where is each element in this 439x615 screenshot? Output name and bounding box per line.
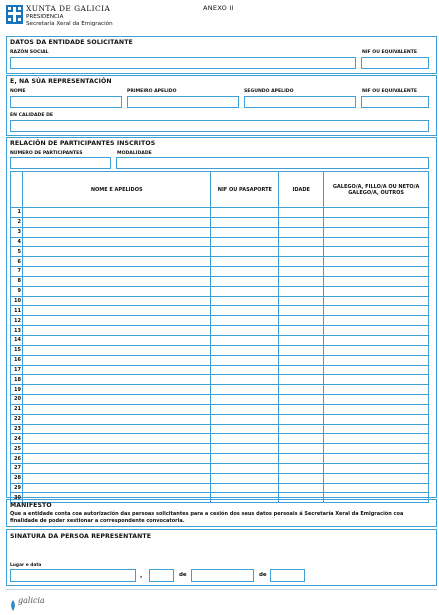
row-origin-cell[interactable] — [324, 355, 429, 365]
row-origin-cell[interactable] — [324, 208, 429, 218]
nome-field[interactable] — [10, 96, 122, 108]
row-idade-cell[interactable] — [279, 395, 324, 405]
row-origin-cell[interactable] — [324, 286, 429, 296]
row-nome-cell[interactable] — [22, 237, 210, 247]
table-row — [11, 444, 429, 454]
row-idade-cell[interactable] — [279, 257, 324, 267]
row-nome-cell[interactable] — [22, 267, 210, 277]
row-nome-cell[interactable] — [22, 355, 210, 365]
row-number: 28 — [11, 473, 23, 483]
date-comma: , — [140, 572, 143, 579]
row-origin-cell[interactable] — [324, 365, 429, 375]
row-nif-cell[interactable] — [211, 257, 279, 267]
row-nome-cell[interactable] — [22, 326, 210, 336]
day-field[interactable] — [149, 569, 174, 582]
row-nif-cell[interactable] — [211, 434, 279, 444]
row-idade-cell[interactable] — [279, 237, 324, 247]
table-row — [11, 434, 429, 444]
row-number: 15 — [11, 345, 23, 355]
row-origin-cell[interactable] — [324, 385, 429, 395]
participants-title: RELACIÓN DE PARTICIPANTES INSCRITOS — [10, 140, 156, 147]
row-idade-cell[interactable] — [279, 463, 324, 473]
row-nif-cell[interactable] — [211, 296, 279, 306]
table-row — [11, 454, 429, 464]
table-header-idade: IDADE — [279, 172, 324, 208]
table-row — [11, 365, 429, 375]
row-nome-cell[interactable] — [22, 247, 210, 257]
row-nome-cell[interactable] — [22, 306, 210, 316]
row-idade-cell[interactable] — [279, 355, 324, 365]
razon-social-field[interactable] — [10, 57, 356, 69]
segundo-apelido-label: SEGUNDO APELIDO — [244, 89, 294, 94]
row-origin-cell[interactable] — [324, 306, 429, 316]
table-row — [11, 473, 429, 483]
row-number: 6 — [11, 257, 23, 267]
row-nome-cell[interactable] — [22, 473, 210, 483]
table-row — [11, 404, 429, 414]
row-nome-cell[interactable] — [22, 483, 210, 493]
table-row — [11, 463, 429, 473]
row-number: 4 — [11, 237, 23, 247]
row-number: 25 — [11, 444, 23, 454]
manifest-title: MANIFESTO — [10, 502, 52, 509]
row-origin-cell[interactable] — [324, 276, 429, 286]
row-origin-cell[interactable] — [324, 463, 429, 473]
table-row — [11, 237, 429, 247]
row-nome-cell[interactable] — [22, 296, 210, 306]
row-nome-cell[interactable] — [22, 404, 210, 414]
row-number: 27 — [11, 463, 23, 473]
month-field[interactable] — [191, 569, 254, 582]
department: PRESIDENCIA — [26, 14, 64, 20]
applicant-title: DATOS DA ENTIDADE SOLICITANTE — [10, 39, 133, 46]
representative-title: E, NA SÚA REPRESENTACIÓN — [10, 78, 112, 85]
row-origin-cell[interactable] — [324, 395, 429, 405]
row-idade-cell[interactable] — [279, 227, 324, 237]
representative-nif-field[interactable] — [361, 96, 429, 108]
row-origin-cell[interactable] — [324, 326, 429, 336]
table-row — [11, 247, 429, 257]
row-origin-cell[interactable] — [324, 247, 429, 257]
row-idade-cell[interactable] — [279, 296, 324, 306]
table-header-cell-number — [11, 172, 23, 208]
row-nome-cell[interactable] — [22, 434, 210, 444]
row-idade-cell[interactable] — [279, 335, 324, 345]
row-number: 10 — [11, 296, 23, 306]
table-row — [11, 345, 429, 355]
row-number: 30 — [11, 493, 23, 503]
primeiro-apelido-label: PRIMEIRO APELIDO — [127, 89, 177, 94]
table-header-origin: GALEGO/A, FILLO/A OU NETO/A GALEGO/A, OUTROS — [324, 172, 429, 208]
row-nome-cell[interactable] — [22, 395, 210, 405]
row-number: 16 — [11, 355, 23, 365]
row-number: 21 — [11, 404, 23, 414]
row-idade-cell[interactable] — [279, 473, 324, 483]
table-row — [11, 424, 429, 434]
xunta-logo-icon — [6, 5, 23, 24]
row-number: 22 — [11, 414, 23, 424]
row-origin-cell[interactable] — [324, 424, 429, 434]
row-idade-cell[interactable] — [279, 385, 324, 395]
table-row — [11, 208, 429, 218]
row-idade-cell[interactable] — [279, 306, 324, 316]
row-nome-cell[interactable] — [22, 208, 210, 218]
table-row — [11, 286, 429, 296]
row-nif-cell[interactable] — [211, 237, 279, 247]
row-nome-cell[interactable] — [22, 365, 210, 375]
row-number: 8 — [11, 276, 23, 286]
row-nome-cell[interactable] — [22, 345, 210, 355]
row-number: 24 — [11, 434, 23, 444]
subdepartment: Secretaría Xeral da Emigración — [26, 21, 113, 27]
modality-field[interactable] — [116, 157, 429, 169]
row-idade-cell[interactable] — [279, 345, 324, 355]
table-row — [11, 385, 429, 395]
row-nome-cell[interactable] — [22, 444, 210, 454]
row-number: 13 — [11, 326, 23, 336]
row-nif-cell[interactable] — [211, 355, 279, 365]
modality-label: MODALIDADE — [117, 151, 152, 156]
row-nif-cell[interactable] — [211, 326, 279, 336]
table-row — [11, 483, 429, 493]
row-number: 1 — [11, 208, 23, 218]
place-field[interactable] — [10, 569, 136, 582]
row-nome-cell[interactable] — [22, 257, 210, 267]
manifest-text: Que a entidade conta coa autorización das persoas solicitantes para a cesión dos seus datos persoais á Secretaría Xeral da Emigración coa finalidade de poder xestionar a correspondente convocatoria. — [10, 511, 404, 524]
row-number: 2 — [11, 217, 23, 227]
row-idade-cell[interactable] — [279, 316, 324, 326]
row-nome-cell[interactable] — [22, 424, 210, 434]
row-nome-cell[interactable] — [22, 316, 210, 326]
row-nif-cell[interactable] — [211, 385, 279, 395]
row-nif-cell[interactable] — [211, 267, 279, 277]
row-number: 12 — [11, 316, 23, 326]
row-idade-cell[interactable] — [279, 247, 324, 257]
table-row — [11, 296, 429, 306]
row-nome-cell[interactable] — [22, 276, 210, 286]
galicia-brand: galicia — [18, 596, 45, 605]
row-nif-cell[interactable] — [211, 414, 279, 424]
row-nif-cell[interactable] — [211, 424, 279, 434]
row-idade-cell[interactable] — [279, 454, 324, 464]
row-nif-cell[interactable] — [211, 444, 279, 454]
row-nome-cell[interactable] — [22, 385, 210, 395]
segundo-apelido-field[interactable] — [244, 96, 356, 108]
table-row — [11, 267, 429, 277]
table-row — [11, 375, 429, 385]
row-origin-cell[interactable] — [324, 375, 429, 385]
representative-nif-label: NIF OU EQUIVALENTE — [362, 89, 417, 94]
row-nome-cell[interactable] — [22, 217, 210, 227]
galicia-brand-icon — [9, 596, 17, 615]
table-row — [11, 335, 429, 345]
row-nif-cell[interactable] — [211, 208, 279, 218]
row-nome-cell[interactable] — [22, 227, 210, 237]
row-idade-cell[interactable] — [279, 267, 324, 277]
row-number: 29 — [11, 483, 23, 493]
nome-label: NOME — [10, 89, 26, 94]
row-nome-cell[interactable] — [22, 463, 210, 473]
row-origin-cell[interactable] — [324, 335, 429, 345]
table-header-nif: NIF OU PASAPORTE — [211, 172, 279, 208]
footer-divider — [6, 589, 437, 590]
row-origin-cell[interactable] — [324, 227, 429, 237]
table-row — [11, 257, 429, 267]
org-name: XUNTA DE GALICIA — [26, 4, 111, 13]
row-nif-cell[interactable] — [211, 247, 279, 257]
row-nome-cell[interactable] — [22, 414, 210, 424]
table-row — [11, 395, 429, 405]
row-number: 9 — [11, 286, 23, 296]
row-number: 3 — [11, 227, 23, 237]
row-nome-cell[interactable] — [22, 286, 210, 296]
table-row — [11, 355, 429, 365]
row-nif-cell[interactable] — [211, 483, 279, 493]
applicant-nif-field[interactable] — [361, 57, 429, 69]
calidade-label: EN CALIDADE DE — [10, 113, 54, 118]
row-nome-cell[interactable] — [22, 454, 210, 464]
row-nif-cell[interactable] — [211, 335, 279, 345]
calidade-field[interactable] — [10, 120, 429, 132]
row-nif-cell[interactable] — [211, 286, 279, 296]
table-row — [11, 227, 429, 237]
row-nif-cell[interactable] — [211, 316, 279, 326]
row-nif-cell[interactable] — [211, 345, 279, 355]
year-field[interactable] — [270, 569, 305, 582]
row-origin-cell[interactable] — [324, 267, 429, 277]
row-number: 17 — [11, 365, 23, 375]
row-idade-cell[interactable] — [279, 375, 324, 385]
row-origin-cell[interactable] — [324, 217, 429, 227]
row-number: 5 — [11, 247, 23, 257]
row-origin-cell[interactable] — [324, 257, 429, 267]
row-nif-cell[interactable] — [211, 395, 279, 405]
table-row — [11, 276, 429, 286]
row-nome-cell[interactable] — [22, 335, 210, 345]
applicant-nif-label: NIF OU EQUIVALENTE — [362, 50, 417, 55]
row-origin-cell[interactable] — [324, 404, 429, 414]
primeiro-apelido-field[interactable] — [127, 96, 239, 108]
row-idade-cell[interactable] — [279, 483, 324, 493]
row-nif-cell[interactable] — [211, 375, 279, 385]
row-number: 7 — [11, 267, 23, 277]
row-number: 26 — [11, 454, 23, 464]
row-nif-cell[interactable] — [211, 365, 279, 375]
row-number: 23 — [11, 424, 23, 434]
row-idade-cell[interactable] — [279, 434, 324, 444]
row-origin-cell[interactable] — [324, 414, 429, 424]
date-de-2: de — [259, 572, 267, 578]
row-origin-cell[interactable] — [324, 237, 429, 247]
row-nome-cell[interactable] — [22, 375, 210, 385]
signature-title: SINATURA DA PERSOA REPRESENTANTE — [10, 533, 152, 540]
row-origin-cell[interactable] — [324, 316, 429, 326]
row-origin-cell[interactable] — [324, 434, 429, 444]
row-origin-cell[interactable] — [324, 296, 429, 306]
row-idade-cell[interactable] — [279, 414, 324, 424]
row-idade-cell[interactable] — [279, 208, 324, 218]
row-idade-cell[interactable] — [279, 365, 324, 375]
row-nif-cell[interactable] — [211, 276, 279, 286]
row-nif-cell[interactable] — [211, 454, 279, 464]
row-nif-cell[interactable] — [211, 404, 279, 414]
row-idade-cell[interactable] — [279, 444, 324, 454]
participants-table — [10, 171, 429, 503]
participant-count-label: NÚMERO DE PARTICIPANTES — [10, 151, 83, 156]
row-origin-cell[interactable] — [324, 454, 429, 464]
row-idade-cell[interactable] — [279, 424, 324, 434]
table-header-nome: NOME E APELIDOS — [22, 172, 210, 208]
place-date-label: Lugar e data — [10, 563, 42, 568]
row-nif-cell[interactable] — [211, 217, 279, 227]
table-row — [11, 306, 429, 316]
row-nif-cell[interactable] — [211, 227, 279, 237]
row-origin-cell[interactable] — [324, 483, 429, 493]
row-idade-cell[interactable] — [279, 286, 324, 296]
row-number: 19 — [11, 385, 23, 395]
row-idade-cell[interactable] — [279, 404, 324, 414]
row-idade-cell[interactable] — [279, 276, 324, 286]
annex-title: ANEXO II — [203, 4, 234, 12]
table-row — [11, 414, 429, 424]
row-nif-cell[interactable] — [211, 463, 279, 473]
row-number: 11 — [11, 306, 23, 316]
row-origin-cell[interactable] — [324, 444, 429, 454]
row-origin-cell[interactable] — [324, 345, 429, 355]
participant-count-field[interactable] — [10, 157, 111, 169]
row-number: 14 — [11, 335, 23, 345]
row-number: 20 — [11, 395, 23, 405]
table-row — [11, 316, 429, 326]
table-row — [11, 217, 429, 227]
table-header-row — [11, 172, 429, 208]
row-idade-cell[interactable] — [279, 217, 324, 227]
table-row — [11, 326, 429, 336]
row-nif-cell[interactable] — [211, 306, 279, 316]
row-nif-cell[interactable] — [211, 473, 279, 483]
razon-social-label: RAZÓN SOCIAL — [10, 50, 49, 55]
row-number: 18 — [11, 375, 23, 385]
row-origin-cell[interactable] — [324, 473, 429, 483]
row-idade-cell[interactable] — [279, 326, 324, 336]
date-de-1: de — [179, 572, 187, 578]
